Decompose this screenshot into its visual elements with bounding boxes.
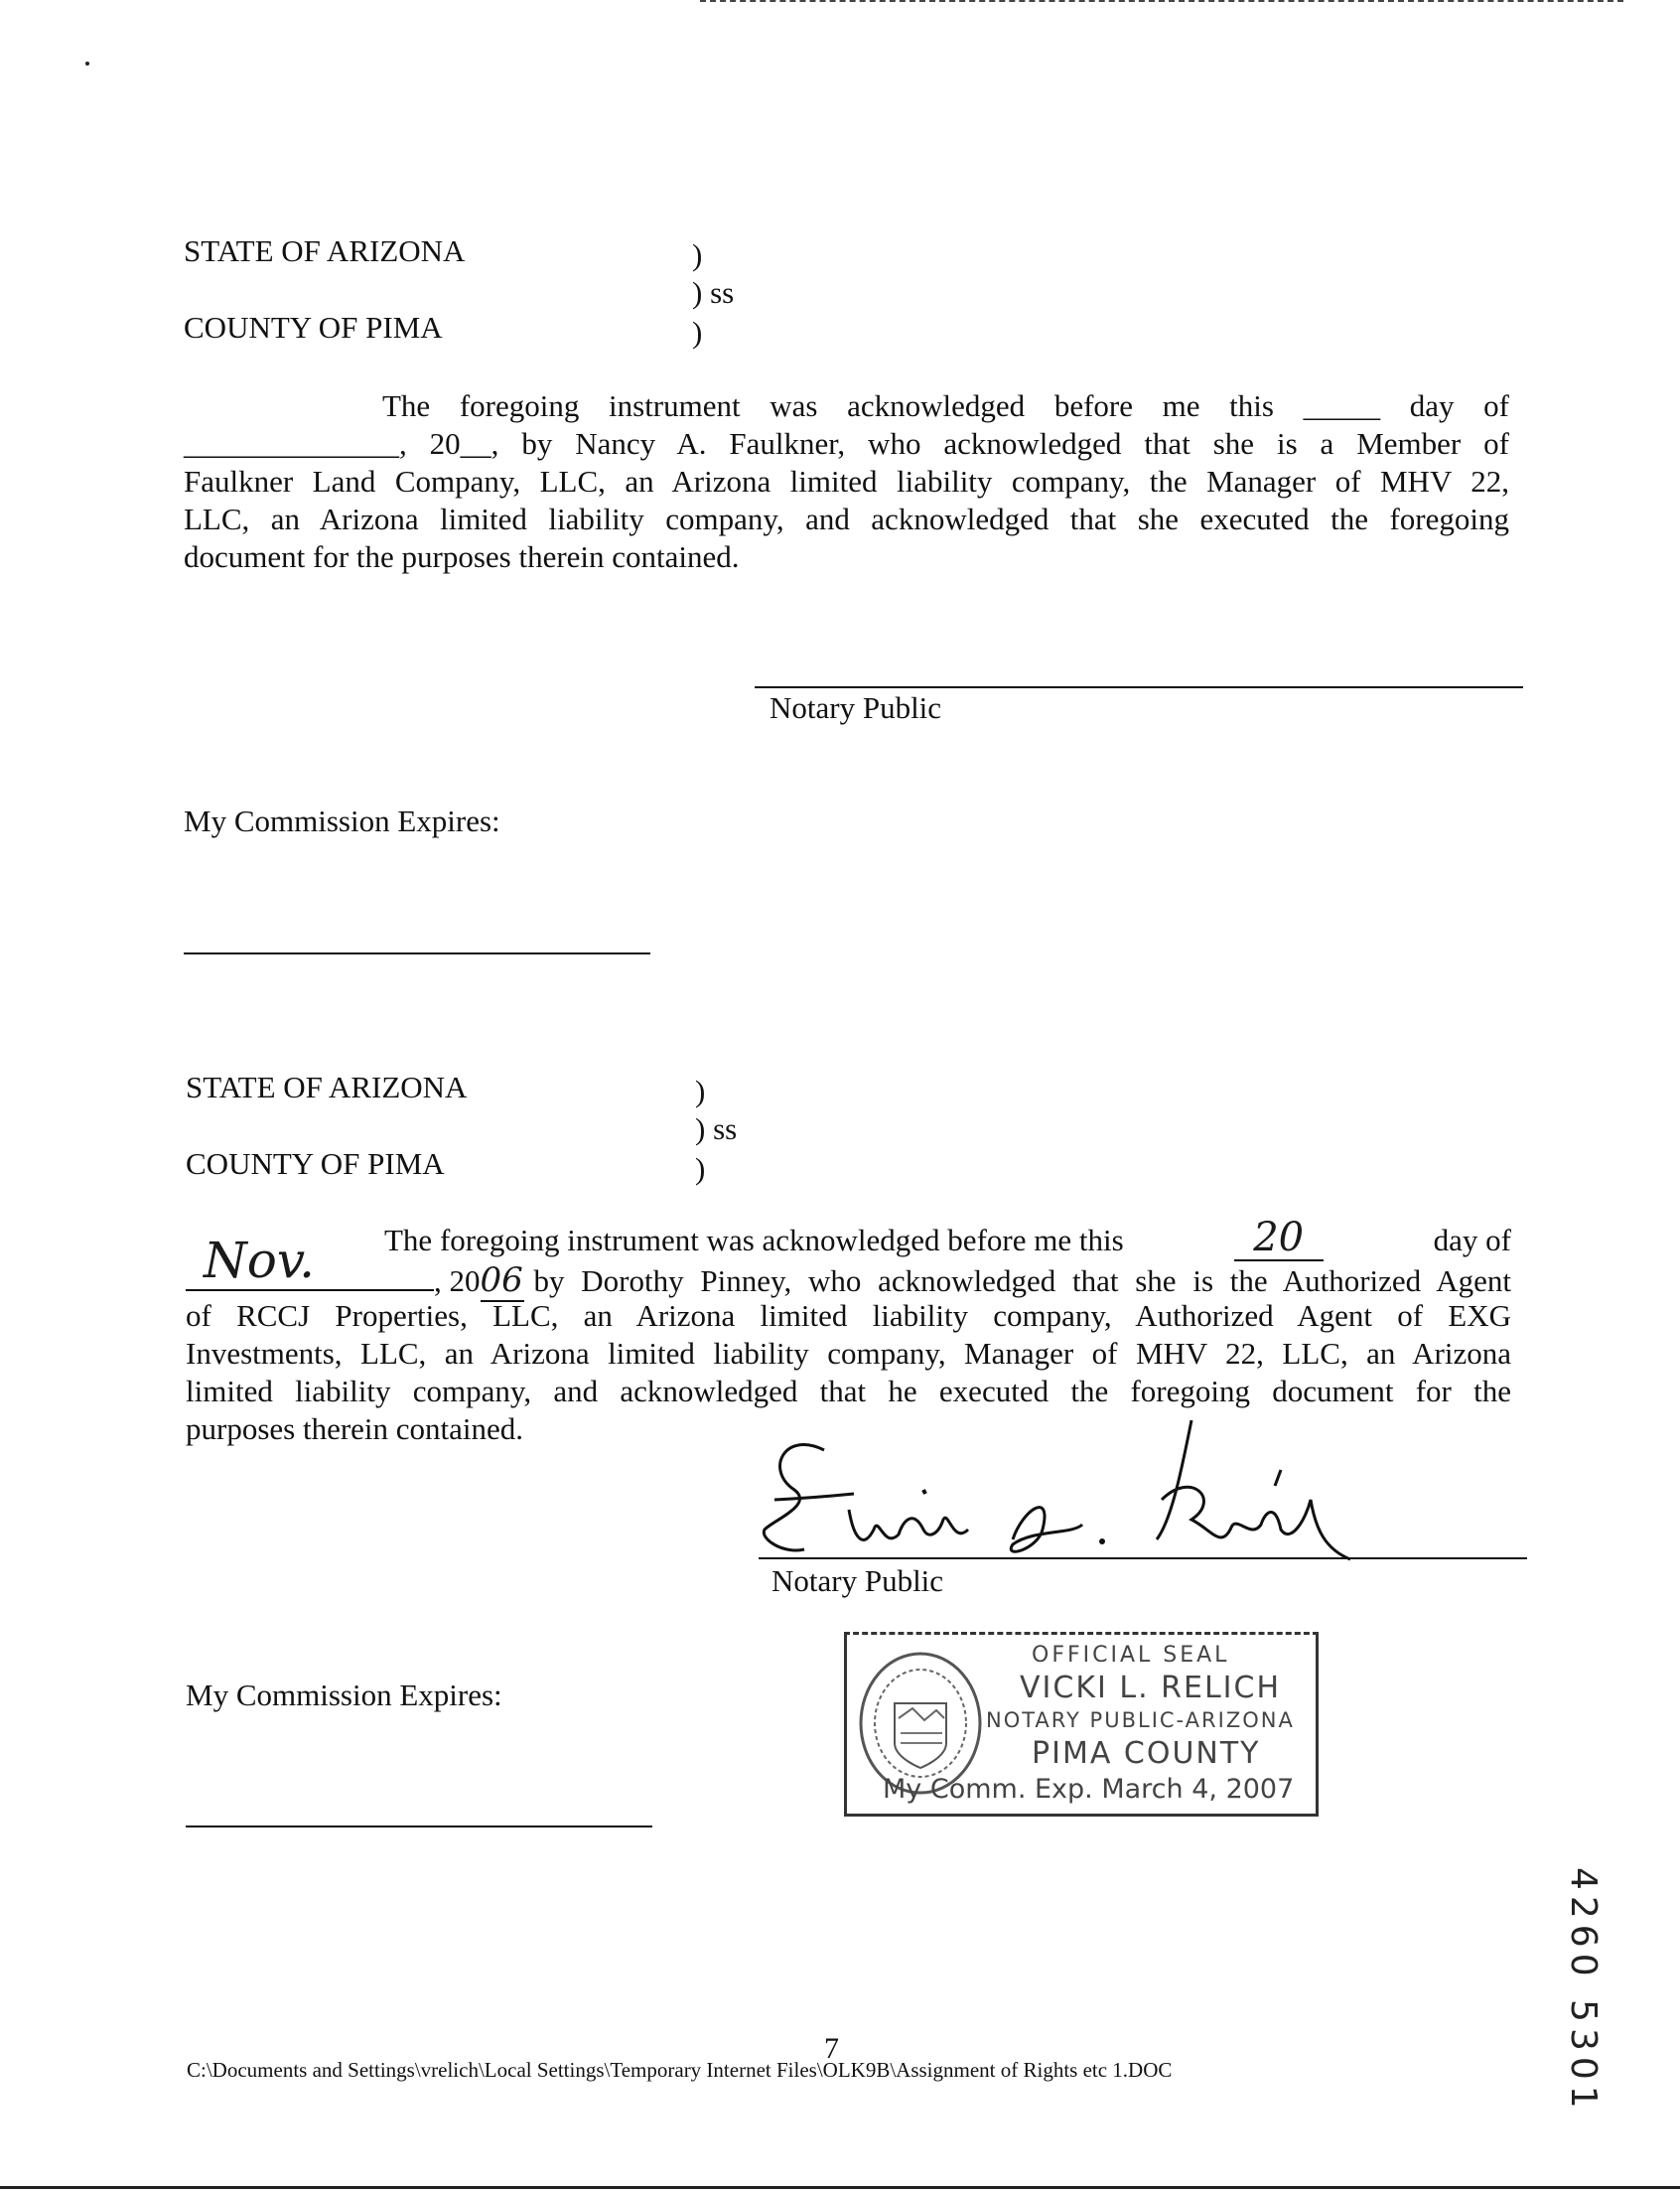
state-label-1: STATE OF ARIZONA [184, 233, 466, 268]
commission-expires-label-2: My Commission Expires: [186, 1678, 502, 1712]
handwritten-year: 06 [480, 1260, 523, 1300]
para1-line-5: document for the purposes therein contained. [184, 539, 740, 574]
seal-name: VICKI L. RELICH [1020, 1671, 1282, 1705]
para2-line-4: Investments, LLC, an Arizona limited liability company, Manager of MHV 22, LLC, an Arizona [186, 1336, 1511, 1371]
county-label-2: COUNTY OF PIMA [186, 1146, 445, 1181]
para2-line-5: limited liability company, and acknowledged that he executed the foregoing document for the [186, 1374, 1511, 1408]
para1-line-3: Faulkner Land Company, LLC, an Arizona limited liability company, the Manager of MHV 22, [184, 464, 1509, 499]
paren-top-1: ) [692, 237, 703, 272]
paren-bottom-2: ) [695, 1151, 706, 1186]
month-blank-filled [186, 1232, 434, 1291]
year-prefix-text: , 20 [434, 1263, 481, 1298]
para2-line-6: purposes therein contained. [186, 1411, 524, 1446]
para2-line-2-text: by Dorothy Pinney, who acknowledged that she is the Authorized Agent [533, 1263, 1511, 1298]
para1-line-2: ______________, 20__, by Nancy A. Faulkner, who acknowledged that she is a Member of [184, 426, 1509, 461]
seal-expiry: My Comm. Exp. March 4, 2007 [883, 1774, 1295, 1805]
county-label-1: COUNTY OF PIMA [184, 310, 443, 345]
year-blank-filled [481, 1261, 524, 1302]
notary-public-label-1: Notary Public [770, 690, 942, 725]
notary-seal-stamp [844, 1632, 1319, 1817]
notary-signature [755, 1410, 1370, 1579]
seal-county: PIMA COUNTY [1032, 1736, 1261, 1771]
footer-file-path: C:\Documents and Settings\vrelich\Local Settings\Temporary Internet Files\OLK9B\Assignment of Rights etc 1.DOC [187, 2058, 1173, 2082]
scan-dot [85, 62, 89, 66]
commission-date-line-2 [186, 1826, 652, 1827]
para2-line-1 [384, 1215, 1511, 1261]
handwritten-month: Nov. [204, 1232, 316, 1289]
recording-number-vertical: 4260 5301 [1563, 1867, 1604, 2115]
ss-label-1: ) ss [692, 275, 735, 310]
seal-role: NOTARY PUBLIC-ARIZONA [986, 1708, 1295, 1732]
scan-edge-artifact [700, 0, 1623, 2]
state-label-2: STATE OF ARIZONA [186, 1070, 468, 1104]
day-of-text: day of [1433, 1223, 1511, 1257]
handwritten-day: 20 [1253, 1215, 1305, 1260]
para2-line-3: of RCCJ Properties, LLC, an Arizona limited liability company, Authorized Agent of EXG [186, 1298, 1511, 1333]
acknowledgment-paragraph-1 [184, 387, 1509, 576]
ss-label-2: ) ss [695, 1111, 738, 1146]
para2-line-1-text: The foregoing instrument was acknowledged before me this [384, 1223, 1124, 1257]
para1-line-4: LLC, an Arizona limited liability company, and acknowledged that she executed the foregoing [184, 502, 1509, 536]
notary-signature-line-1 [755, 686, 1523, 688]
para1-line-1: The foregoing instrument was acknowledged before me this _____ day of [382, 388, 1509, 423]
commission-expires-label-1: My Commission Expires: [184, 803, 500, 838]
commission-date-line-1 [184, 952, 650, 954]
scan-bottom-edge [0, 2186, 1680, 2189]
day-blank-filled [1234, 1215, 1324, 1261]
paren-bottom-1: ) [692, 315, 703, 350]
notary-signature-line-2 [759, 1557, 1527, 1559]
notary-public-label-2: Notary Public [771, 1563, 944, 1598]
seal-title: OFFICIAL SEAL [1032, 1643, 1230, 1668]
paren-top-2: ) [695, 1074, 706, 1108]
page-number: 7 [824, 2032, 839, 2065]
